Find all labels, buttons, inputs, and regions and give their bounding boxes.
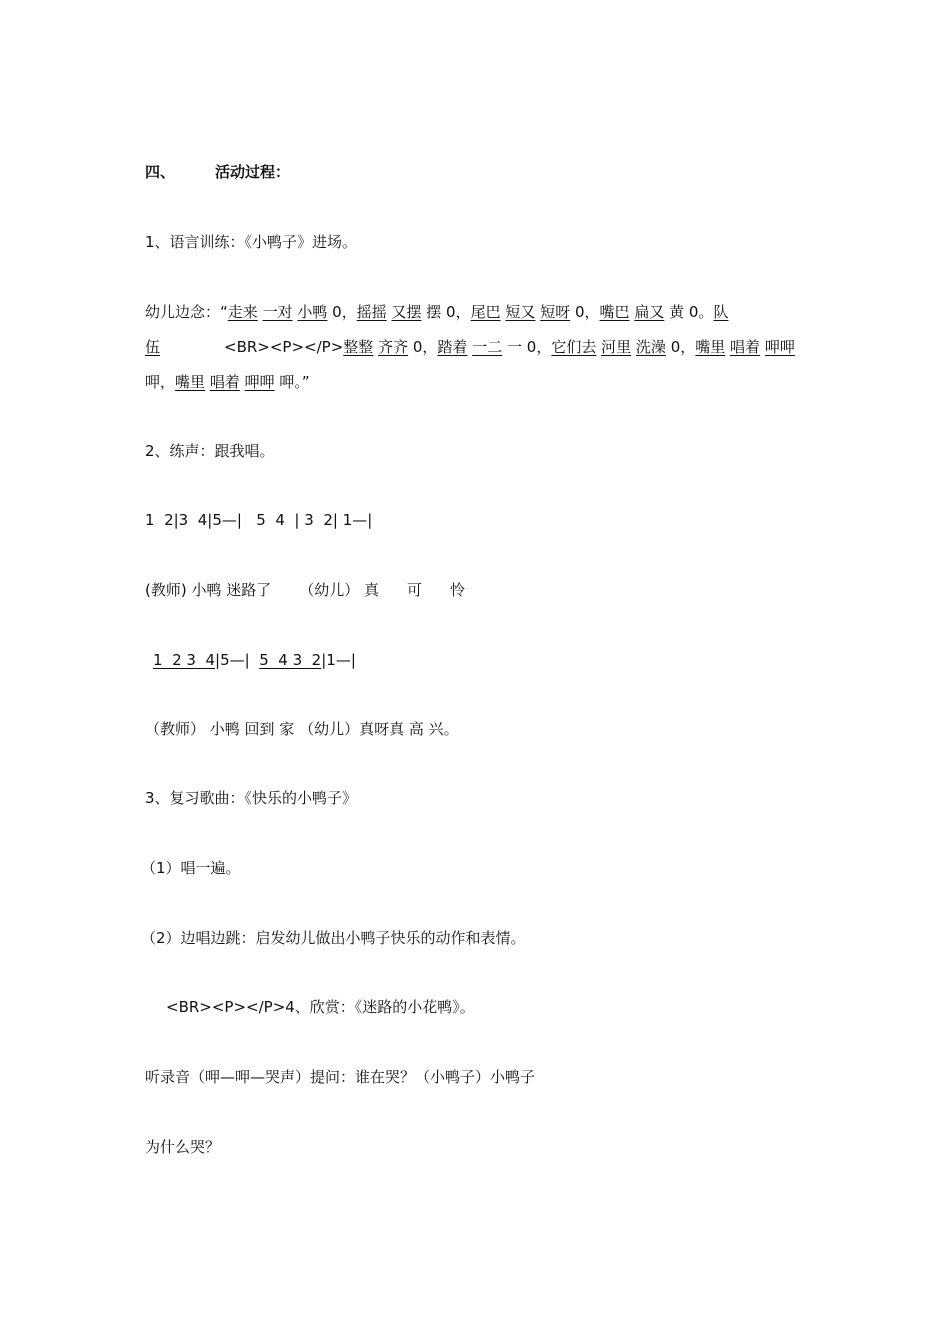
- chant-word: 摇摇: [356, 303, 387, 321]
- chant-word: 呷呷: [244, 373, 275, 391]
- chant-word: 齐齐: [378, 338, 409, 356]
- chant-word: 队: [713, 303, 729, 321]
- lyrics-child: （幼儿） 真: [299, 581, 380, 599]
- chant-word: 洗澡: [635, 338, 666, 356]
- chant-word: 短又: [505, 303, 536, 321]
- heading-title: 活动过程：: [215, 163, 291, 181]
- section4-line-2: 为什么哭？: [145, 1138, 221, 1156]
- chant-text: 0，: [327, 303, 357, 321]
- section1-title: 1、语言训练：《小鸭子》进场。: [145, 233, 358, 251]
- score-text: |5—|: [215, 651, 260, 669]
- music-score-2: [153, 650, 356, 670]
- chant-word: 河里: [601, 338, 632, 356]
- score-text: |1—|: [321, 651, 356, 669]
- chant-word: 它们去: [551, 338, 597, 356]
- section2-title: 2、练声：跟我唱。: [145, 442, 275, 460]
- lyrics-line-1: [145, 580, 465, 600]
- chant-text: 0，: [665, 338, 696, 356]
- chant-word: 短呀: [540, 303, 571, 321]
- chant-line-2: [145, 337, 795, 357]
- chant-word: 一对: [262, 303, 293, 321]
- section3-item-2: （2）边唱边跳：启发幼儿做出小鸭子快乐的动作和表情。: [141, 929, 526, 947]
- lyrics-line-2: （教师） 小鸭 回到 家 （幼儿）真呀真 高 兴。: [145, 720, 459, 738]
- chant-text: <BR><P></P>: [224, 338, 344, 356]
- chant-text: 呷。”: [274, 373, 310, 391]
- chant-text: 黄 0。: [664, 303, 714, 321]
- chant-word: 呷呷: [764, 338, 795, 356]
- chant-word: 唱着: [209, 373, 240, 391]
- lyrics-word: 可: [407, 581, 423, 599]
- chant-word: 走来: [227, 303, 258, 321]
- chant-text: 0，: [570, 303, 600, 321]
- chant-word: 唱着: [730, 338, 761, 356]
- chant-word: 嘴里: [695, 338, 726, 356]
- chant-text: 摆 0，: [421, 303, 471, 321]
- lyrics-teacher: (教师) 小鸭 迷路了: [145, 581, 272, 599]
- chant-text: 0，: [408, 338, 438, 356]
- chant-word: 嘴巴: [599, 303, 630, 321]
- section3-title: 3、复习歌曲：《快乐的小鸭子》: [145, 789, 358, 807]
- chant-word: 踏着: [437, 338, 468, 356]
- lyrics-word: 怜: [450, 581, 466, 599]
- chant-word: 扁又: [634, 303, 665, 321]
- chant-word: 尾巴: [470, 303, 501, 321]
- score-group: 1 2 3 4: [153, 651, 216, 669]
- section4-line-1: 听录音（呷—呷—哭声）提问：谁在哭？（小鸭子）小鸭子: [145, 1068, 536, 1086]
- chant-text: 一 0，: [502, 338, 552, 356]
- chant-word: 伍: [145, 338, 161, 356]
- chant-line-3: [145, 372, 310, 392]
- chant-word: 小鸭: [297, 303, 328, 321]
- chant-word: 又摆: [391, 303, 422, 321]
- chant-text: 呷，: [145, 373, 176, 391]
- heading-number: 四、: [145, 163, 176, 181]
- chant-word: 整整: [343, 338, 374, 356]
- music-score-1: 1 2|3 4|5—| 5 4 | 3 2| 1—|: [145, 511, 373, 529]
- section3-item-1: （1）唱一遍。: [141, 859, 241, 877]
- section4-title: <BR><P></P>4、欣赏：《迷路的小花鸭》。: [166, 998, 475, 1016]
- score-group: 5 4 3 2: [259, 651, 322, 669]
- section-heading: [145, 162, 290, 182]
- chant-line-1: [145, 302, 728, 322]
- chant-prefix: 幼儿边念：“: [145, 303, 228, 321]
- chant-word: 嘴里: [175, 373, 206, 391]
- chant-word: 一二: [472, 338, 503, 356]
